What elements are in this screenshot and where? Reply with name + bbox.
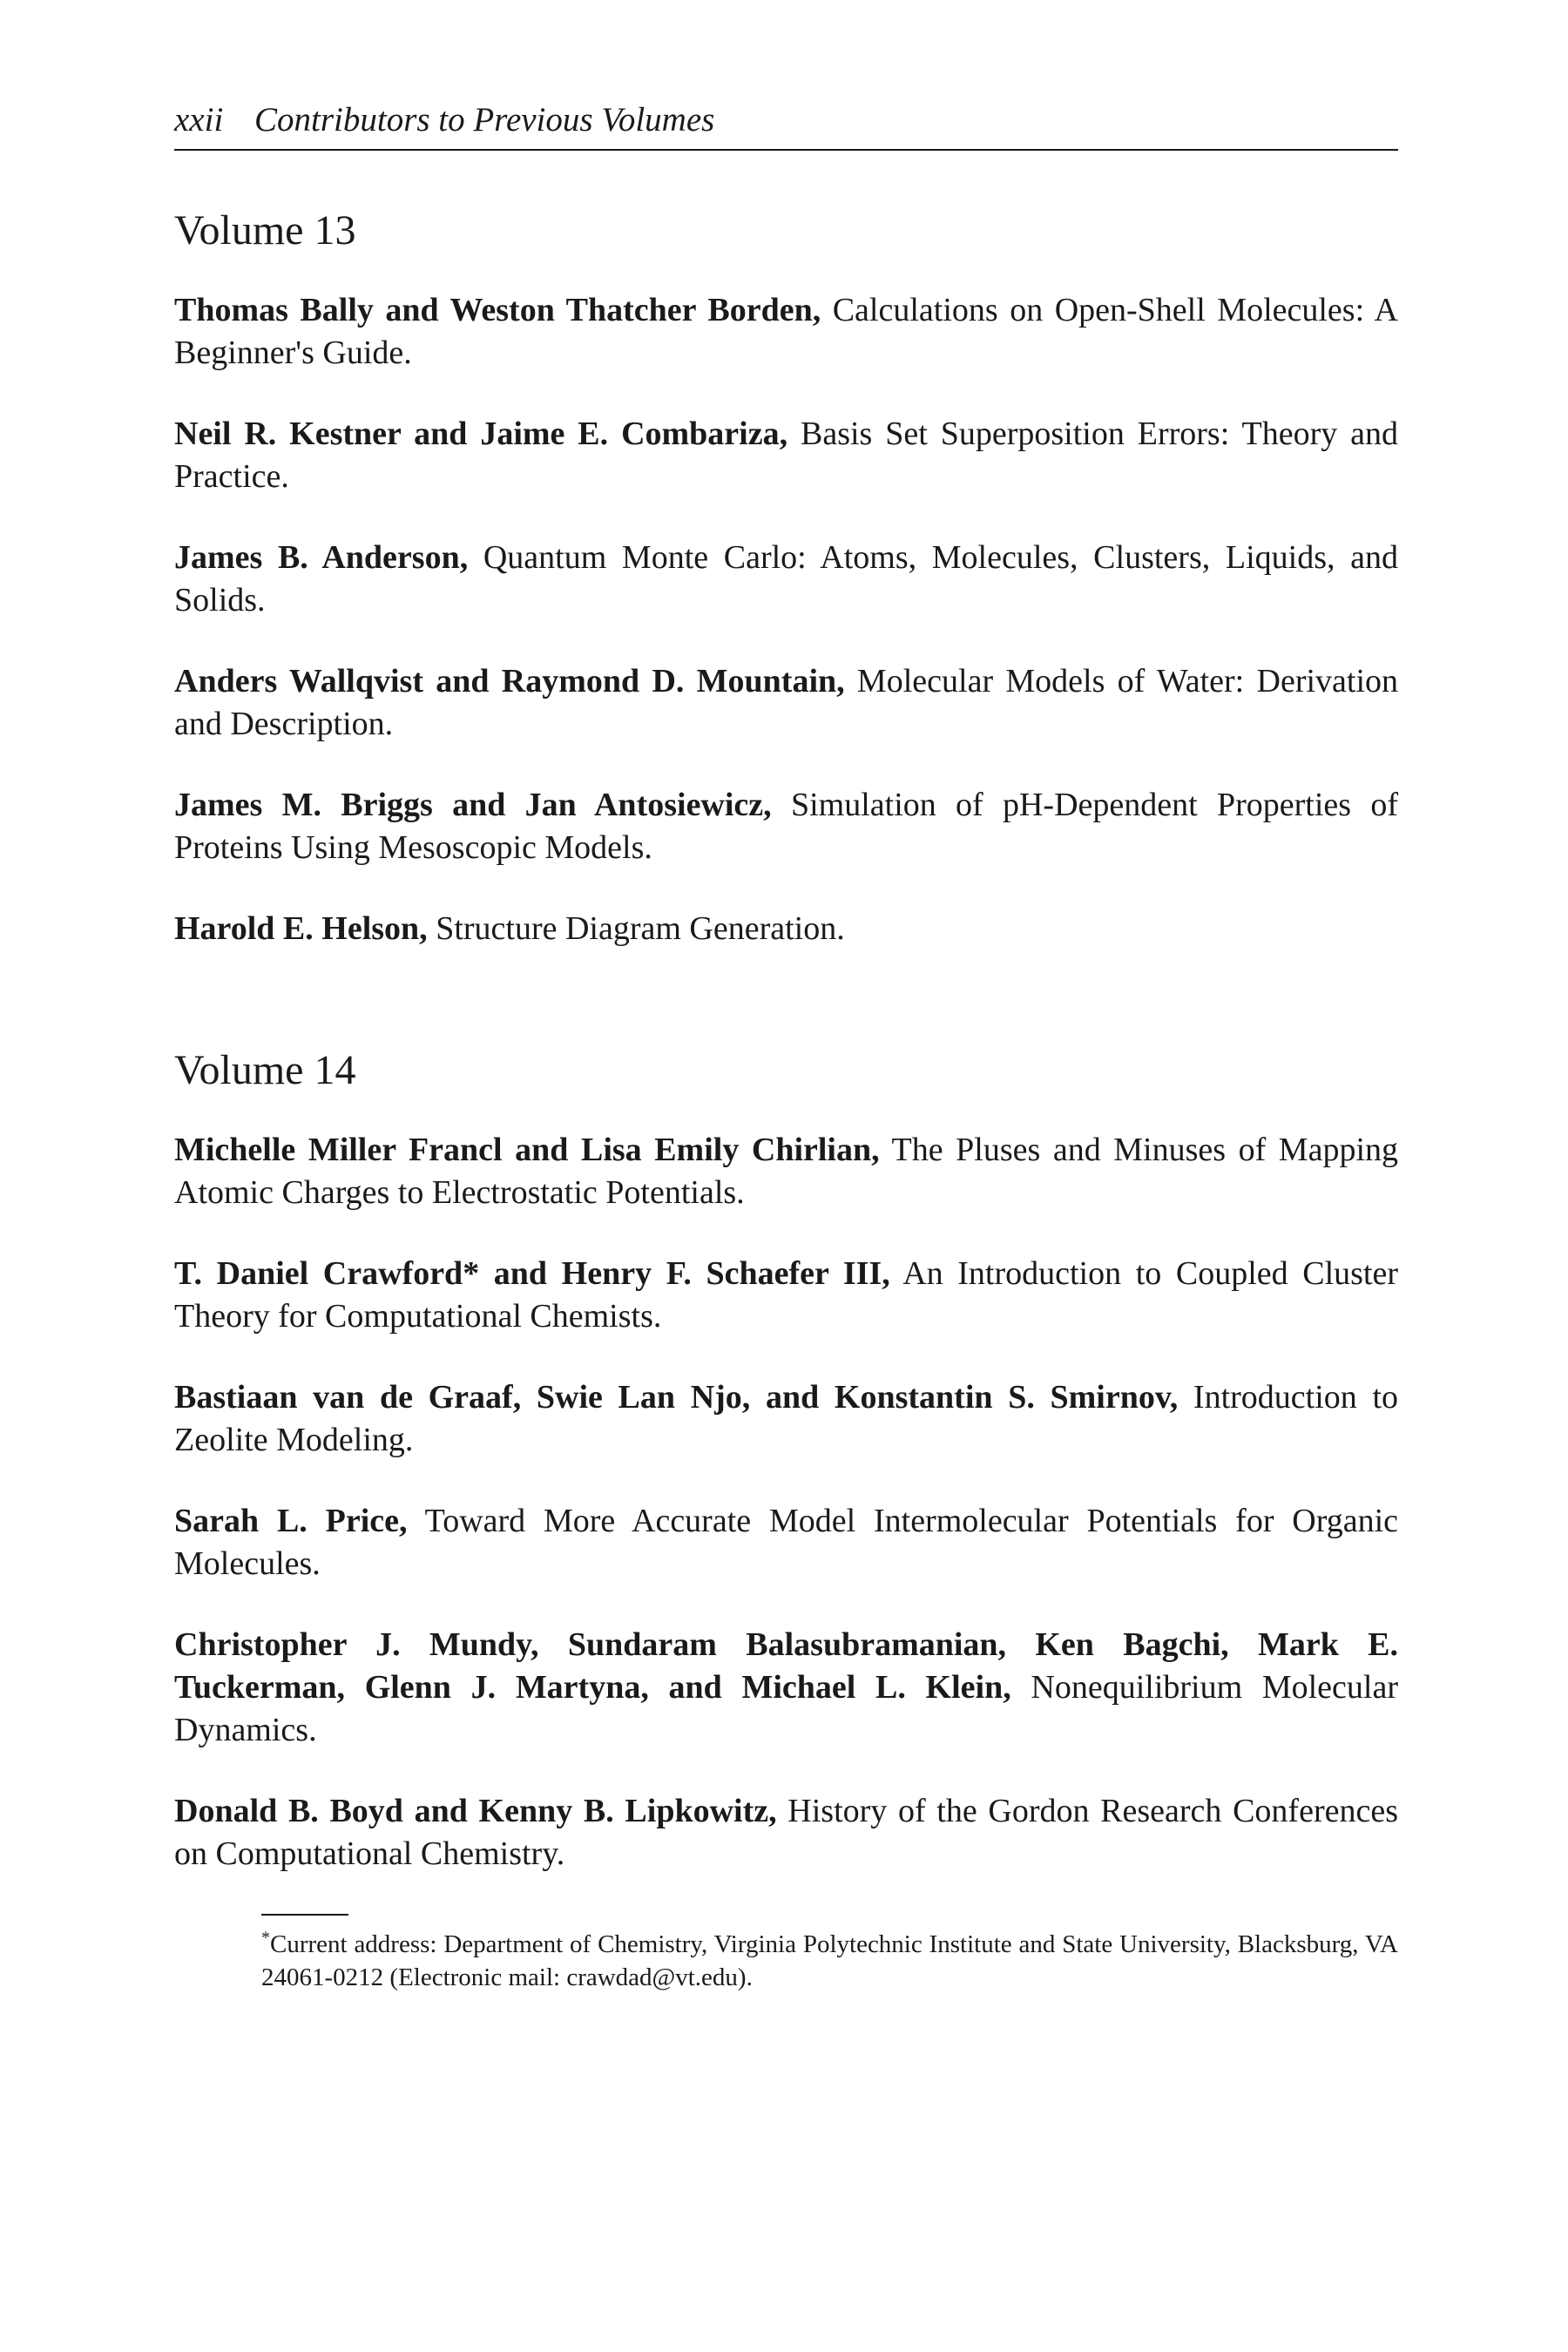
- entry-title: Introduction to Zeolite Modeling.: [174, 1378, 1398, 1458]
- running-head-title: Contributors to Previous Volumes: [254, 101, 715, 139]
- entry-authors: T. Daniel Crawford* and Henry F. Schaefer III,: [174, 1254, 890, 1292]
- contribution-entry: [174, 784, 1398, 869]
- footnote-marker: *: [261, 1927, 270, 1947]
- contribution-entry: [174, 1253, 1398, 1338]
- footnote-text: [261, 1928, 1398, 1994]
- footnote: [174, 1914, 1398, 1994]
- entry-authors: Michelle Miller Francl and Lisa Emily Chirlian,: [174, 1131, 880, 1168]
- contribution-entry: [174, 660, 1398, 746]
- contribution-entry: [174, 1376, 1398, 1462]
- contribution-entry: [174, 1790, 1398, 1876]
- contribution-entry: [174, 1500, 1398, 1585]
- footnote-body: Current address: Department of Chemistry, Virginia Polytechnic Institute and State University, Blacksburg, VA 24061-0212 (Electronic mail: crawdad@vt.edu).: [261, 1930, 1398, 1991]
- page-number: xxii: [174, 101, 224, 139]
- entry-title: Simulation of pH-Dependent Properties of Proteins Using Mesoscopic Models.: [174, 786, 1398, 866]
- entry-authors: Christopher J. Mundy, Sundaram Balasubramanian, Ken Bagchi, Mark E. Tuckerman, Glenn J. Martyna, and Michael L. Klein,: [174, 1625, 1398, 1706]
- footnote-rule: [261, 1914, 348, 1916]
- volume-heading: Volume 13: [174, 207, 356, 253]
- entry-authors: Bastiaan van de Graaf, Swie Lan Njo, and Konstantin S. Smirnov,: [174, 1378, 1179, 1416]
- entry-authors: Sarah L. Price,: [174, 1502, 408, 1539]
- entry-title: Structure Diagram Generation.: [427, 909, 845, 947]
- entry-title: History of the Gordon Research Conferences on Computational Chemistry.: [174, 1792, 1398, 1872]
- contribution-entry: [174, 1624, 1398, 1752]
- entry-title: Molecular Models of Water: Derivation and Description.: [174, 662, 1399, 742]
- entry-authors: Neil R. Kestner and Jaime E. Combariza,: [174, 415, 788, 452]
- contribution-entry: [174, 413, 1398, 498]
- entry-title: Nonequilibrium Molecular Dynamics.: [174, 1668, 1398, 1748]
- contribution-entry: [174, 537, 1398, 622]
- entry-title: Quantum Monte Carlo: Atoms, Molecules, Clusters, Liquids, and Solids.: [174, 538, 1398, 618]
- entry-authors: James B. Anderson,: [174, 538, 469, 576]
- volume-14-section: [174, 1048, 1398, 1876]
- contribution-entry: [174, 908, 1398, 950]
- entry-authors: James M. Briggs and Jan Antosiewicz,: [174, 786, 772, 823]
- entry-authors: Anders Wallqvist and Raymond D. Mountain,: [174, 662, 845, 700]
- contribution-entry: [174, 1129, 1398, 1214]
- entry-authors: Thomas Bally and Weston Thatcher Borden,: [174, 291, 821, 328]
- volume-heading: Volume 14: [174, 1046, 356, 1093]
- running-head: [174, 103, 1398, 151]
- entry-title: Toward More Accurate Model Intermolecular Potentials for Organic Molecules.: [174, 1502, 1398, 1582]
- entry-title: Calculations on Open-Shell Molecules: A Beginner's Guide.: [174, 291, 1398, 371]
- entry-title: An Introduction to Coupled Cluster Theory for Computational Chemists.: [174, 1254, 1399, 1335]
- entry-authors: Donald B. Boyd and Kenny B. Lipkowitz,: [174, 1792, 777, 1829]
- contribution-entry: [174, 289, 1398, 375]
- volume-13-section: [174, 208, 1398, 950]
- entry-title: Basis Set Superposition Errors: Theory and Practice.: [174, 415, 1399, 495]
- entry-authors: Harold E. Helson,: [174, 909, 428, 947]
- entry-title: The Pluses and Minuses of Mapping Atomic Charges to Electrostatic Potentials.: [174, 1131, 1398, 1211]
- book-page: [174, 103, 1398, 1994]
